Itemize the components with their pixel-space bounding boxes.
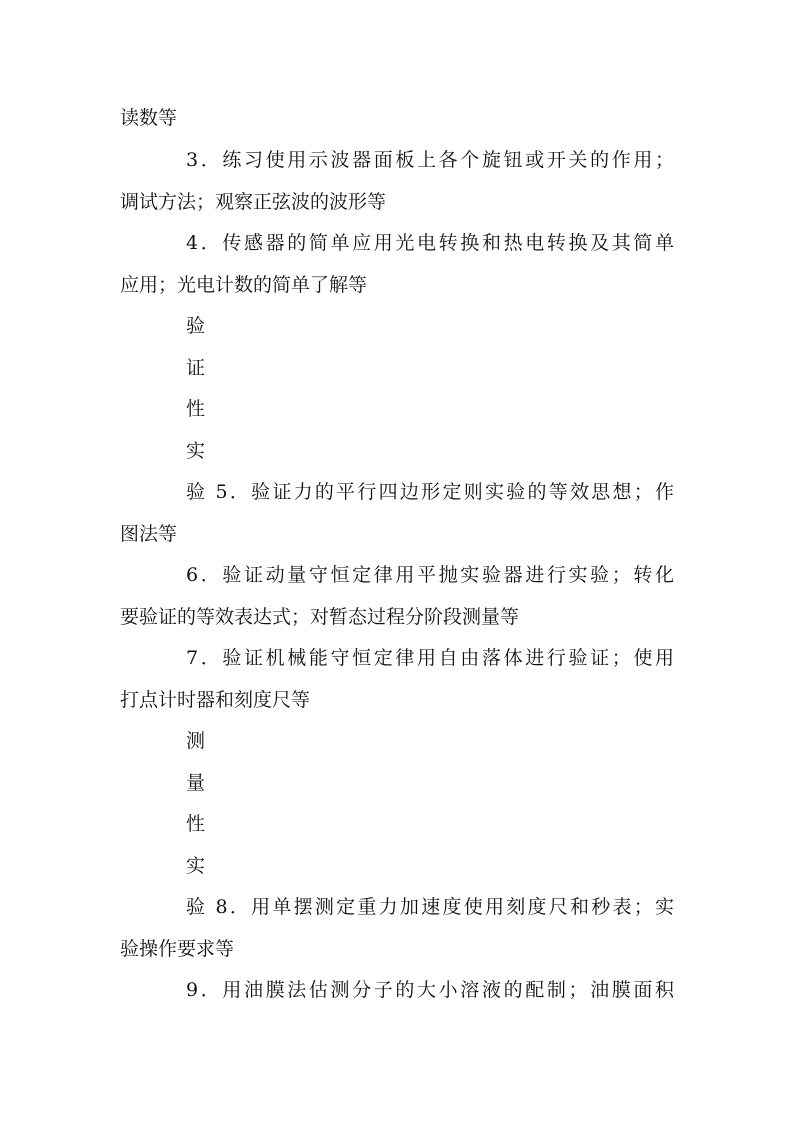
text-line: 7．验证机械能守恒定律用自由落体进行验证；使用 — [186, 647, 674, 669]
text-line: 调试方法；观察正弦波的波形等 — [120, 191, 387, 213]
text-line: 性 — [186, 813, 206, 835]
text-line: 应用；光电计数的简单了解等 — [120, 274, 368, 296]
text-line: 3．练习使用示波器面板上各个旋钮或开关的作用； — [186, 149, 674, 171]
text-line: 打点计时器和刻度尺等 — [120, 689, 311, 711]
text-line: 性 — [186, 398, 206, 420]
text-line: 验 5．验证力的平行四边形定则实验的等效思想；作 — [186, 481, 674, 503]
text-line: 量 — [186, 772, 206, 794]
text-line: 图法等 — [120, 523, 178, 545]
text-line: 4．传感器的简单应用光电转换和热电转换及其简单 — [186, 232, 674, 254]
text-line: 读数等 — [120, 107, 178, 129]
text-line: 实 — [186, 855, 206, 877]
text-line: 6．验证动量守恒定律用平抛实验器进行实验；转化 — [186, 564, 674, 586]
text-line: 验操作要求等 — [120, 938, 235, 960]
text-line: 9．用油膜法估测分子的大小溶液的配制；油膜面积 — [186, 979, 674, 1001]
text-line: 证 — [186, 357, 206, 379]
text-line: 验 — [186, 315, 206, 337]
text-line: 验 8．用单摆测定重力加速度使用刻度尺和秒表；实 — [186, 896, 674, 918]
text-line: 测 — [186, 730, 206, 752]
text-line: 实 — [186, 440, 206, 462]
text-line: 要验证的等效表达式；对暂态过程分阶段测量等 — [120, 606, 520, 628]
